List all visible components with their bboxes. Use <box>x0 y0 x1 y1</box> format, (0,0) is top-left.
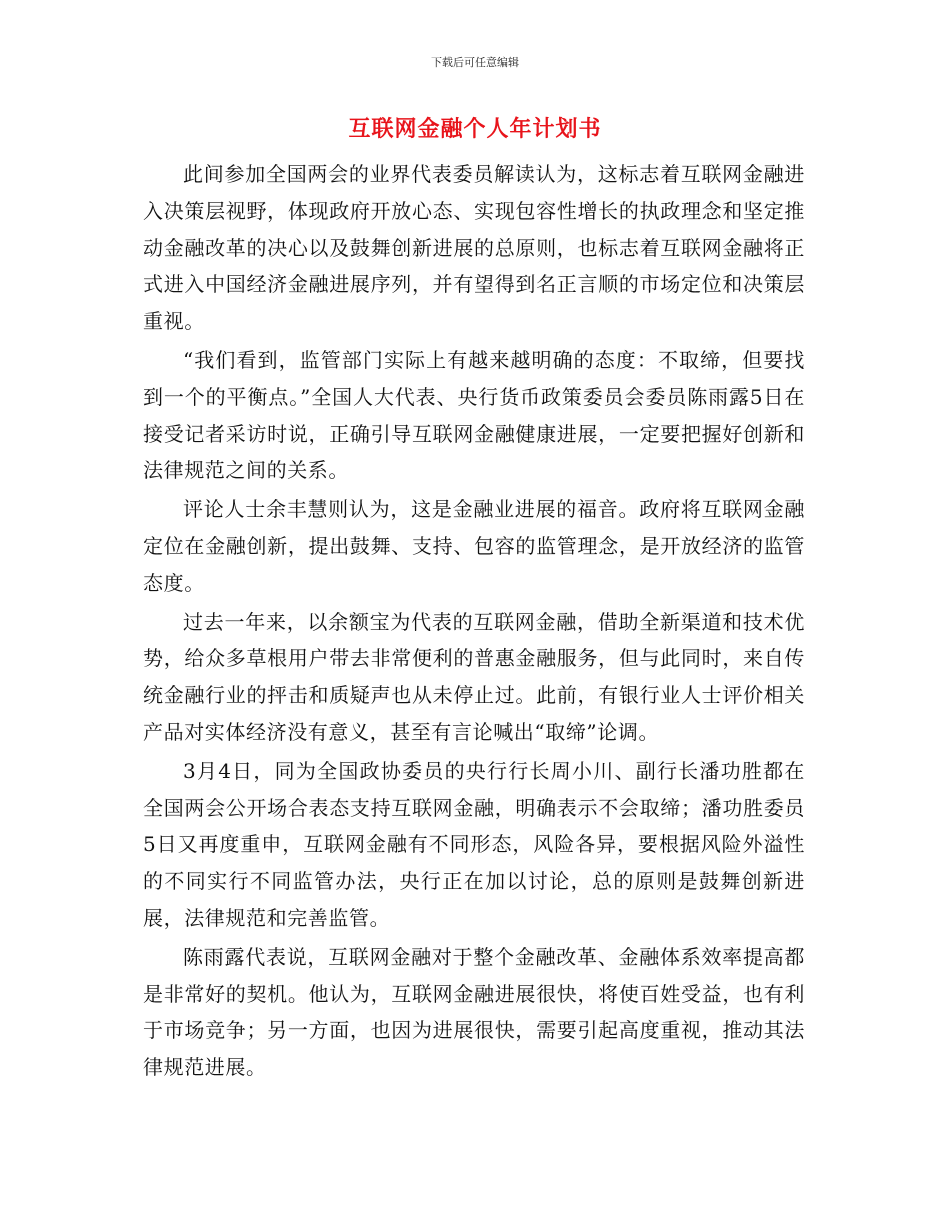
document-body <box>143 156 805 1088</box>
paragraph-1: 此间参加全国两会的业界代表委员解读认为，这标志着互联网金融进入决策层视野，体现政府开放心态、实现包容性增长的执政理念和坚定推动金融改革的决心以及鼓舞创新进展的总原则，也标志着互联网金融将正式进入中国经济金融进展序列，并有望得到名正言顺的市场定位和决策层重视。 <box>143 162 805 334</box>
document-title: 互联网金融个人年计划书 <box>348 116 602 142</box>
paragraph-4: 过去一年来，以余额宝为代表的互联网金融，借助全新渠道和技术优势，给众多草根用户带去非常便利的普惠金融服务，但与此同时，来自传统金融行业的抨击和质疑声也从未停止过。此前，有银行业人士评价相关产品对实体经济没有意义，甚至有言论喊出“取缔”论调。 <box>143 609 805 744</box>
paragraph-5: 3月4日，同为全国政协委员的央行行长周小川、副行长潘功胜都在全国两会公开场合表态支持互联网金融，明确表示不会取缔；潘功胜委员5日又再度重申，互联网金融有不同形态，风险各异，要根据风险外溢性的不同实行不同监管办法，央行正在加以讨论，总的原则是鼓舞创新进展，法律规范和完善监管。 <box>143 758 805 930</box>
paragraph-2: “我们看到，监管部门实际上有越来越明确的态度：不取缔，但要找到一个的平衡点。”全国人大代表、央行货币政策委员会委员陈雨露5日在接受记者采访时说，正确引导互联网金融健康进展，一定要把握好创新和法律规范之间的关系。 <box>143 347 805 483</box>
paragraph-3: 评论人士余丰慧则认为，这是金融业进展的福音。政府将互联网金融定位在金融创新，提出鼓舞、支持、包容的监管理念，是开放经济的监管态度。 <box>143 497 805 595</box>
paragraph-6: 陈雨露代表说，互联网金融对于整个金融改革、金融体系效率提高都是非常好的契机。他认为，互联网金融进展很快，将使百姓受益，也有利于市场竞争；另一方面，也因为进展很快，需要引起高度重视，推动其法律规范进展。 <box>143 944 805 1080</box>
header-note: 下载后可任意编辑 <box>431 56 519 69</box>
